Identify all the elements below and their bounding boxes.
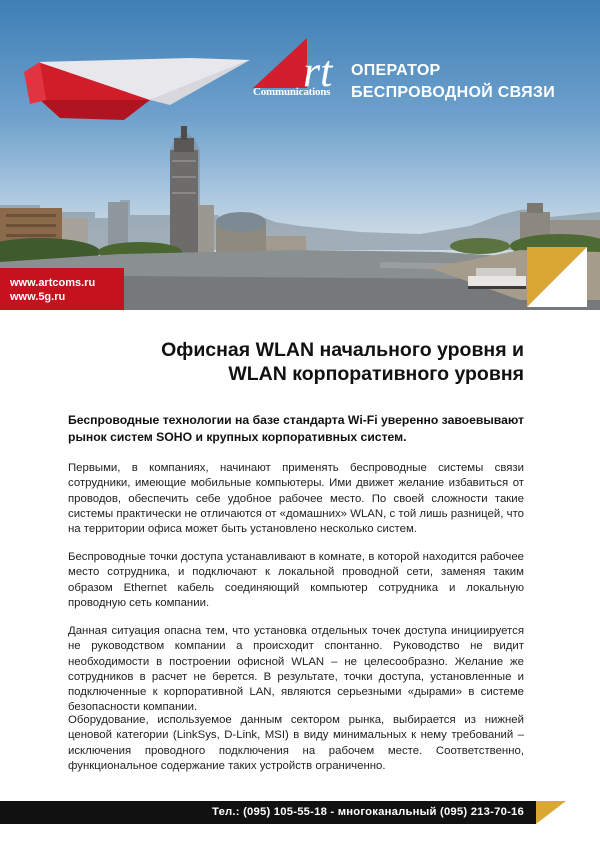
body-paragraph: Данная ситуация опасна тем, что установка отдельных точек доступа инициируется не руководством компании а происходит спонтанно. Руководство не видит необходимости в построении офисной WLAN – не целесообразно. Желание же сотрудников в расчет не берется. В результате, точки доступа, установленные и подключенные к корпоративной LAN, являются серьезными «дырами» в системе безопасности компании. bbox=[68, 625, 524, 714]
phone-numbers: Тел.: (095) 105-55-18 - многоканальный (095) 213-70-16 bbox=[212, 806, 524, 818]
lead-paragraph: Беспроводные технологии на базе стандарта Wi-Fi уверенно завоевывают рынок систем SOHO и крупных корпоративных систем. bbox=[68, 413, 524, 444]
corner-decoration bbox=[527, 247, 587, 307]
url-link-artcoms[interactable]: www.artcoms.ru bbox=[10, 277, 96, 289]
body-paragraph: Первыми, в компаниях, начинают применять беспроводные системы связи сотрудники, имеющие мобильные компьютеры. Ими движет желание избавиться от проводов, обеспечить себе удобное рабочее место. По своей сложности такие системы практически не отличаются от «домашних» WLAN, с той лишь разницей, что на территории офиса может быть установлено несколько систем. bbox=[68, 462, 524, 536]
url-badge bbox=[0, 268, 124, 310]
body-paragraph: Беспроводные точки доступа устанавливают в комнате, в которой находится рабочее место сотрудника, и подключают к локальной проводной сети, заменяя таким образом Ethernet кабель соединяющий компьютер сотрудника и локальную проводную сеть компании. bbox=[68, 551, 524, 609]
url-link-5g[interactable]: www.5g.ru bbox=[10, 291, 66, 303]
slogan-line-1: ОПЕРАТОР bbox=[351, 62, 441, 79]
page-title-line-2: WLAN корпоративного уровня bbox=[228, 363, 524, 385]
header-photo bbox=[0, 0, 600, 310]
page-title bbox=[70, 338, 524, 386]
svg-text:rt: rt bbox=[303, 47, 333, 96]
logo-text: Communications bbox=[253, 86, 331, 98]
footer-phone-bar bbox=[0, 801, 536, 824]
body-paragraph: Оборудование, используемое данным сектором рынка, выбирается из нижней ценовой категории (LinkSys, D-Link, MSI) в виду минимальных к нему требований – исключения проводного подключения на рабочем месте. Соответственно, функциональное содержание таких устройств ограниченно. bbox=[68, 714, 524, 772]
slogan bbox=[351, 60, 555, 104]
footer-decoration bbox=[536, 801, 566, 824]
page-title-line-1: Офисная WLAN начального уровня и bbox=[161, 339, 524, 361]
slogan-line-2: БЕСПРОВОДНОЙ СВЯЗИ bbox=[351, 84, 556, 101]
